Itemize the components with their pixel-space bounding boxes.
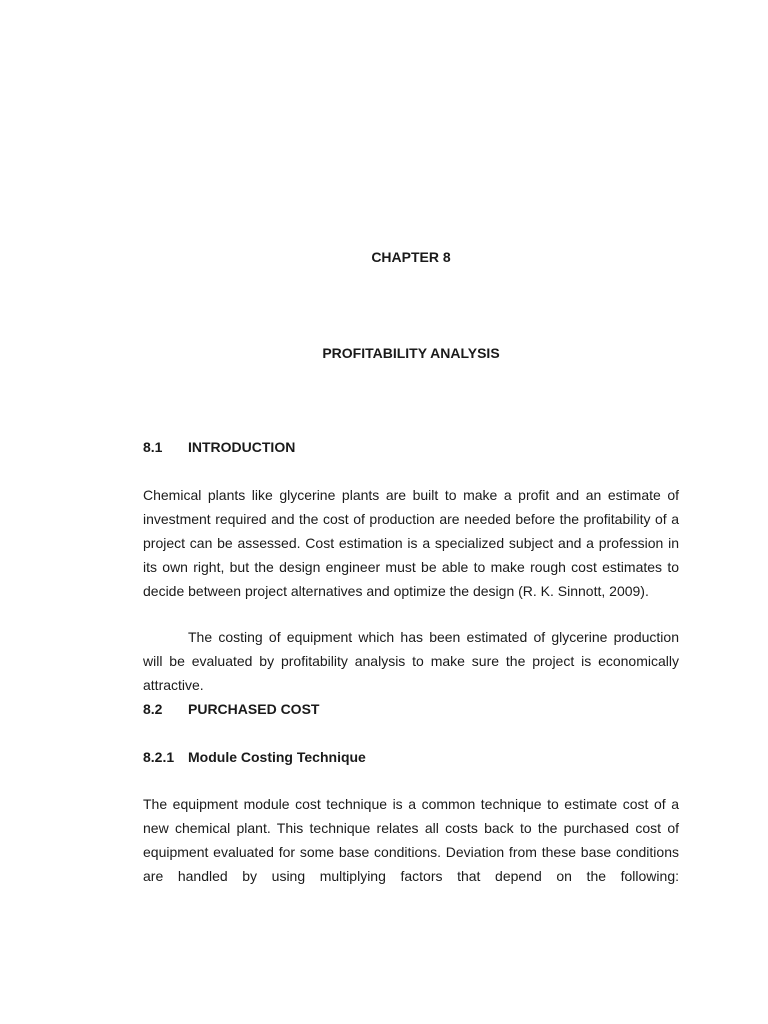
section-heading-8-1 bbox=[143, 439, 295, 455]
section-number: 8.2.1 bbox=[143, 749, 175, 765]
intro-paragraph-2: The costing of equipment which has been estimated of glycerine production will be evaluated by profitability analysis to make sure the project is economically attractive. bbox=[143, 629, 679, 693]
chapter-title: PROFITABILITY ANALYSIS bbox=[322, 345, 500, 361]
section-heading-8-2-1 bbox=[143, 749, 366, 765]
section-number: 8.2 bbox=[143, 701, 163, 717]
section-title: INTRODUCTION bbox=[188, 439, 296, 455]
chapter-label: CHAPTER 8 bbox=[371, 249, 451, 265]
section-heading-8-2 bbox=[143, 701, 319, 717]
section-title: Module Costing Technique bbox=[188, 749, 366, 765]
section-number: 8.1 bbox=[143, 439, 163, 455]
module-costing-paragraph: The equipment module cost technique is a common technique to estimate cost of a new chemical plant. This technique relates all costs back to the purchased cost of equipment evaluated for some base conditions. Deviation from these base conditions are handled by using multiplying factors that depend on the following: bbox=[143, 796, 679, 884]
section-title: PURCHASED COST bbox=[188, 701, 320, 717]
intro-paragraph-1: Chemical plants like glycerine plants are built to make a profit and an estimate of investment required and the cost of production are needed before the profitability of a project can be assessed. Cost estimation is a specialized subject and a profession in its own right, but the design engineer must be able to make rough cost estimates to decide between project alternatives and optimize the design (R. K. Sinnott, 2009). bbox=[143, 487, 679, 599]
